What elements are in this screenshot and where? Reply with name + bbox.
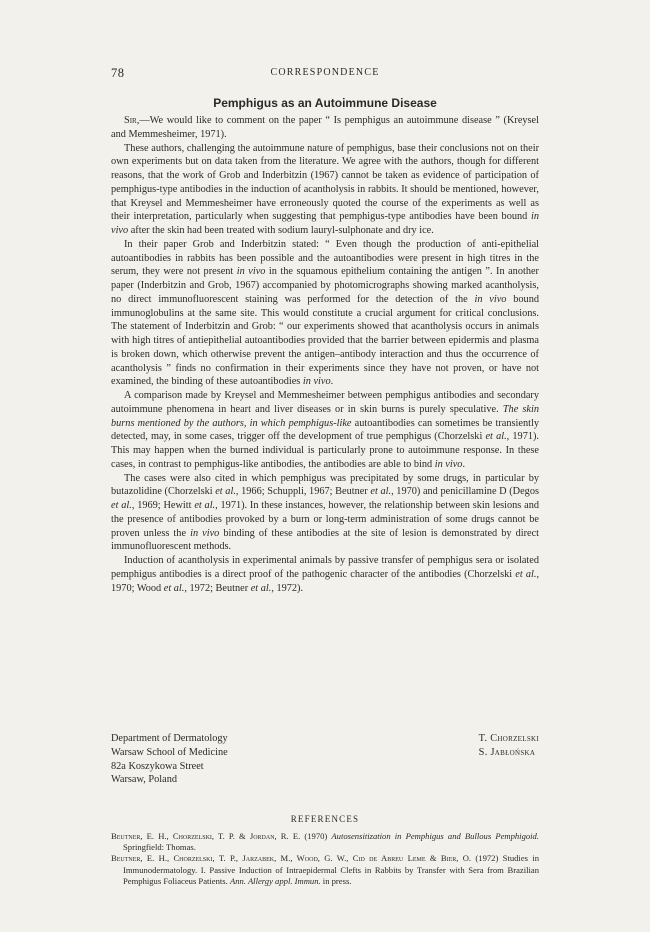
reference-item: Beutner, E. H., Chorzelski, T. P. & Jordan, R. E. (1970) Autosensitization in Pemphigus and Bullous Pemphigoid. Springfield: Thomas. xyxy=(111,831,539,853)
references-list xyxy=(111,831,539,887)
address-line: Warsaw, Poland xyxy=(111,774,177,786)
author-name: S. Jabłońska xyxy=(478,746,536,758)
address-line: 82a Koszykowa Street xyxy=(111,760,204,772)
salutation: Sir, xyxy=(124,115,140,126)
address-line: Warsaw School of Medicine xyxy=(111,746,228,758)
page-number: 78 xyxy=(111,66,125,80)
paragraph-1: Sir,—We would like to comment on the paper “ Is pemphigus an autoimmune disease ” (Kreysel and Memmesheimer, 1971). xyxy=(111,115,539,140)
author-signatures xyxy=(479,732,539,760)
address-line: Department of Dermatology xyxy=(111,733,228,744)
paragraph-6: Induction of acantholysis in experimental animals by passive transfer of pemphigus sera or isolated pemphigus antibodies is a direct proof of the pathogenic character of the antibodies (Chorzelski et al., 1970; Wood et al., 1972; Beutner et al., 1972). xyxy=(111,555,540,594)
paragraph-2: These authors, challenging the autoimmune nature of pemphigus, base their conclusions not on their own experiments but on data taken from the literature. We agree with the authors, though for different reasons, that the work of Grob and Inderbitzin (1967) cannot be taken as evidence of participation of pemphigus-type antibodies in the induction of acantholysis in rabbits. It should be mentioned, however, that Kreysel and Memmesheimer have erroneously quoted the course of the experiments as well as their interpretation, particularly when suggesting that pemphigus-type antibodies have been bound in vivo after the skin had been treated with sodium lauryl-sulphonate and dry ice. xyxy=(111,142,539,236)
page-header xyxy=(111,66,539,82)
paragraph-4: A comparison made by Kreysel and Memmesheimer between pemphigus antibodies and secondary autoimmune phenomena in heart and liver diseases or in skin burns is purely speculative. The skin burns mentioned by the authors, in which pemphigus-like autoantibodies can sometimes be transiently detected, may, in some cases, trigger off the development of true pemphigus (Chorzelski et al., 1971). This may happen when the burned individual is particularly prone to autoimmune response. In these cases, in contrast to pemphigus-like antibodies, the antibodies are able to bind in vivo. xyxy=(111,390,540,470)
paragraph-3: In their paper Grob and Inderbitzin stated: “ Even though the production of anti-epithelial autoantibodies in rabbits has been possible and the autoantibodies were present in high titres in the serum, they were not present in vivo in the squamous epithelium containing the antigen ”. In another paper (Inderbitzin and Grob, 1967) accompanied by photomicrographs showing marked acantholysis, no direct immunofluorescent staining was performed for the detection of the in vivo bound immunoglobulins at the same site. This would constitute a crucial argument for critical conclusions. The statement of Inderbitzin and Grob: “ our experiments showed that acantholysis occurs in animals with high titres of antiepithelial autoantibodies provided that the barrier between epidermis and plasma is broken down, which otherwise prevent the antigen–antibody interaction and thus the occurrence of acantholysis ” finds no confirmation in their experiments since they have not proven, or have not examined, the binding of these autoantibodies in vivo. xyxy=(111,238,539,388)
references-heading: REFERENCES xyxy=(290,814,360,824)
affiliation-block xyxy=(111,732,539,792)
reference-item: Beutner, E. H., Chorzelski, T. P., Jarzabek, M., Wood, G. W., Cid de Abreu Leme & Bier, O. (1972) Studies in Immunodermatology. I. Passive Induction of Intraepidermal Clefts in Rabbits by Transfer with Sera from Brazilian Pemphigus Foliaceus Patients. Ann. Allergy appl. Immun. in press. xyxy=(111,853,539,886)
running-head: CORRESPONDENCE xyxy=(270,67,380,78)
paragraph-5: The cases were also cited in which pemphigus was precipitated by some drugs, in particular by butazolidine (Chorzelski et al., 1966; Schuppli, 1967; Beutner et al., 1970) and penicillamine D (Degos et al., 1969; Hewitt et al., 1971). In these instances, however, the relationship between skin lesions and the presence of antibodies provoked by a burn or long-term administration of some drugs cannot be proven unless the in vivo binding of these antibodies at the site of lesion is demonstrated by direct immunofluorescent methods. xyxy=(111,472,540,553)
author-name: T. Chorzelski xyxy=(478,733,539,744)
article-body xyxy=(111,114,539,595)
institution-address xyxy=(111,732,228,787)
article-title: Pemphigus as an Autoimmune Disease xyxy=(213,96,437,110)
